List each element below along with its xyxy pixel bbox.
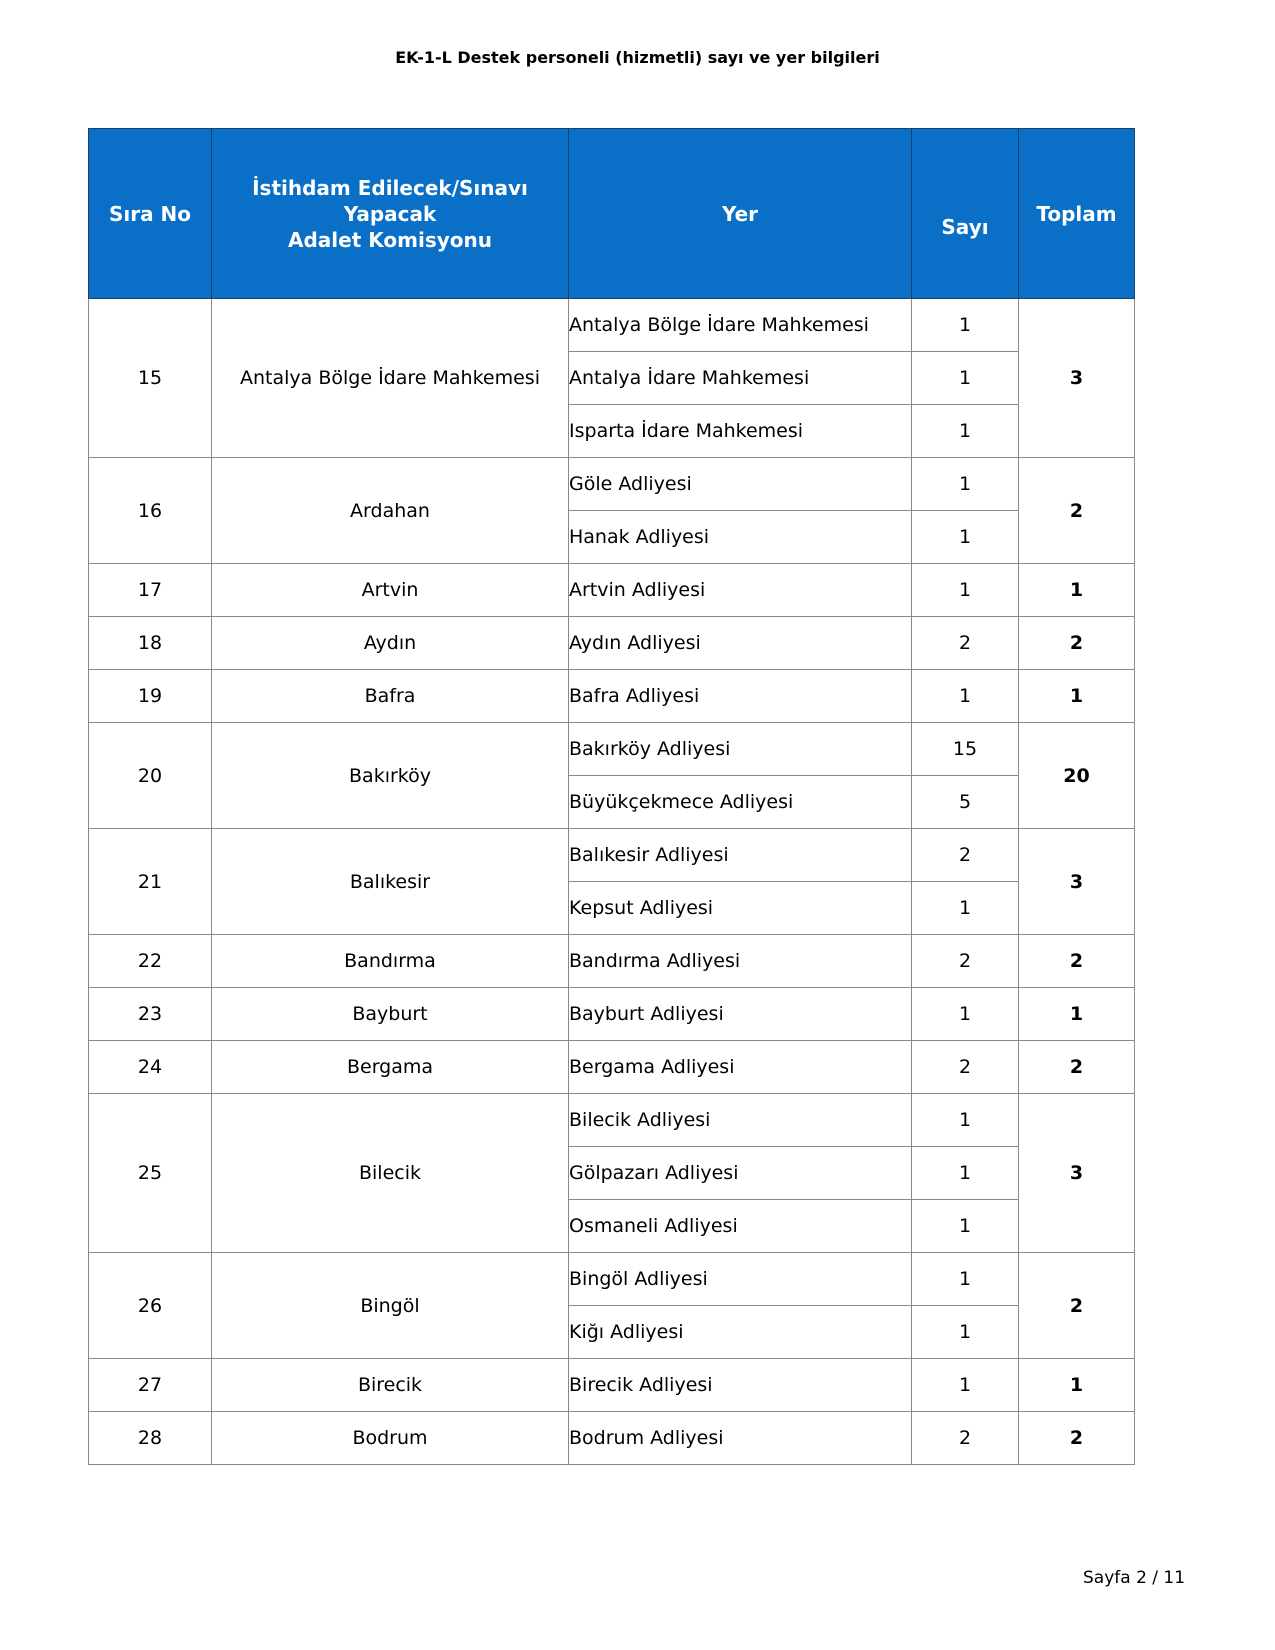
document-title: EK-1-L Destek personeli (hizmetli) sayı ve yer bilgileri [395, 48, 880, 67]
sira-no-cell: 17 [89, 564, 212, 617]
sayi-cell: 2 [912, 1412, 1019, 1465]
komisyon-cell: Bilecik [212, 1094, 569, 1253]
komisyon-cell: Artvin [212, 564, 569, 617]
yer-cell: Bingöl Adliyesi [569, 1253, 912, 1306]
toplam-cell: 20 [1019, 723, 1135, 829]
sayi-cell: 1 [912, 1094, 1019, 1147]
sira-no-cell: 27 [89, 1359, 212, 1412]
sayi-cell: 1 [912, 405, 1019, 458]
table-row [89, 458, 1135, 511]
yer-cell: Antalya Bölge İdare Mahkemesi [569, 299, 912, 352]
sira-no-cell: 18 [89, 617, 212, 670]
komisyon-cell: Balıkesir [212, 829, 569, 935]
page-number: Sayfa 2 / 11 [1083, 1568, 1186, 1588]
sira-no-cell: 23 [89, 988, 212, 1041]
yer-cell: Bafra Adliyesi [569, 670, 912, 723]
table-row [89, 1094, 1135, 1147]
yer-cell: Bayburt Adliyesi [569, 988, 912, 1041]
sayi-cell: 5 [912, 776, 1019, 829]
yer-cell: Hanak Adliyesi [569, 511, 912, 564]
sira-no-cell: 28 [89, 1412, 212, 1465]
table-row [89, 988, 1135, 1041]
yer-cell: Kiğı Adliyesi [569, 1306, 912, 1359]
table-row [89, 1412, 1135, 1465]
sayi-cell: 1 [912, 1147, 1019, 1200]
yer-cell: Antalya İdare Mahkemesi [569, 352, 912, 405]
komisyon-cell: Bergama [212, 1041, 569, 1094]
sayi-cell: 1 [912, 882, 1019, 935]
header-yer: Yer [569, 129, 912, 299]
header-komisyon-line-2: Yapacak [343, 201, 437, 226]
toplam-cell: 1 [1019, 1359, 1135, 1412]
sayi-cell: 1 [912, 670, 1019, 723]
toplam-cell: 2 [1019, 1041, 1135, 1094]
table-body [89, 299, 1135, 1465]
header-komisyon-line-1: İstihdam Edilecek/Sınavı [252, 175, 528, 200]
toplam-cell: 2 [1019, 458, 1135, 564]
yer-cell: Osmaneli Adliyesi [569, 1200, 912, 1253]
header-komisyon-line-3: Adalet Komisyonu [288, 227, 492, 252]
sayi-cell: 1 [912, 564, 1019, 617]
table-row [89, 935, 1135, 988]
sayi-cell: 2 [912, 935, 1019, 988]
header-toplam: Toplam [1019, 129, 1135, 299]
table-row [89, 299, 1135, 352]
yer-cell: Gölpazarı Adliyesi [569, 1147, 912, 1200]
komisyon-cell: Bingöl [212, 1253, 569, 1359]
sayi-cell: 2 [912, 1041, 1019, 1094]
toplam-cell: 1 [1019, 670, 1135, 723]
table-row [89, 723, 1135, 776]
sayi-cell: 2 [912, 829, 1019, 882]
komisyon-cell: Bodrum [212, 1412, 569, 1465]
toplam-cell: 2 [1019, 1253, 1135, 1359]
header-komisyon [212, 129, 569, 299]
sira-no-cell: 22 [89, 935, 212, 988]
yer-cell: Bodrum Adliyesi [569, 1412, 912, 1465]
sira-no-cell: 26 [89, 1253, 212, 1359]
yer-cell: Bilecik Adliyesi [569, 1094, 912, 1147]
sira-no-cell: 24 [89, 1041, 212, 1094]
sayi-cell: 1 [912, 1200, 1019, 1253]
yer-cell: Isparta İdare Mahkemesi [569, 405, 912, 458]
personnel-table [88, 128, 1135, 1465]
yer-cell: Kepsut Adliyesi [569, 882, 912, 935]
toplam-cell: 3 [1019, 829, 1135, 935]
komisyon-cell: Ardahan [212, 458, 569, 564]
table-row [89, 617, 1135, 670]
toplam-cell: 2 [1019, 617, 1135, 670]
toplam-cell: 2 [1019, 1412, 1135, 1465]
komisyon-cell: Bandırma [212, 935, 569, 988]
yer-cell: Bergama Adliyesi [569, 1041, 912, 1094]
yer-cell: Bandırma Adliyesi [569, 935, 912, 988]
toplam-cell: 1 [1019, 564, 1135, 617]
sira-no-cell: 19 [89, 670, 212, 723]
sayi-cell: 1 [912, 1306, 1019, 1359]
komisyon-cell: Birecik [212, 1359, 569, 1412]
yer-cell: Aydın Adliyesi [569, 617, 912, 670]
toplam-cell: 2 [1019, 935, 1135, 988]
komisyon-cell: Bayburt [212, 988, 569, 1041]
komisyon-cell: Aydın [212, 617, 569, 670]
table-row [89, 1359, 1135, 1412]
sayi-cell: 1 [912, 988, 1019, 1041]
header-sira-no: Sıra No [89, 129, 212, 299]
table-row [89, 670, 1135, 723]
table-header-row [89, 129, 1135, 299]
sira-no-cell: 21 [89, 829, 212, 935]
yer-cell: Balıkesir Adliyesi [569, 829, 912, 882]
sayi-cell: 1 [912, 1253, 1019, 1306]
sira-no-cell: 25 [89, 1094, 212, 1253]
sira-no-cell: 15 [89, 299, 212, 458]
sira-no-cell: 20 [89, 723, 212, 829]
table-row [89, 1041, 1135, 1094]
toplam-cell: 3 [1019, 299, 1135, 458]
sayi-cell: 1 [912, 511, 1019, 564]
sayi-cell: 15 [912, 723, 1019, 776]
toplam-cell: 1 [1019, 988, 1135, 1041]
sira-no-cell: 16 [89, 458, 212, 564]
komisyon-cell: Bakırköy [212, 723, 569, 829]
yer-cell: Birecik Adliyesi [569, 1359, 912, 1412]
sayi-cell: 2 [912, 617, 1019, 670]
yer-cell: Artvin Adliyesi [569, 564, 912, 617]
yer-cell: Göle Adliyesi [569, 458, 912, 511]
komisyon-cell: Antalya Bölge İdare Mahkemesi [212, 299, 569, 458]
sayi-cell: 1 [912, 1359, 1019, 1412]
yer-cell: Büyükçekmece Adliyesi [569, 776, 912, 829]
header-sayi: Sayı [912, 129, 1019, 299]
yer-cell: Bakırköy Adliyesi [569, 723, 912, 776]
sayi-cell: 1 [912, 458, 1019, 511]
table-row [89, 1253, 1135, 1306]
sayi-cell: 1 [912, 352, 1019, 405]
toplam-cell: 3 [1019, 1094, 1135, 1253]
table-row [89, 829, 1135, 882]
komisyon-cell: Bafra [212, 670, 569, 723]
sayi-cell: 1 [912, 299, 1019, 352]
table-row [89, 564, 1135, 617]
